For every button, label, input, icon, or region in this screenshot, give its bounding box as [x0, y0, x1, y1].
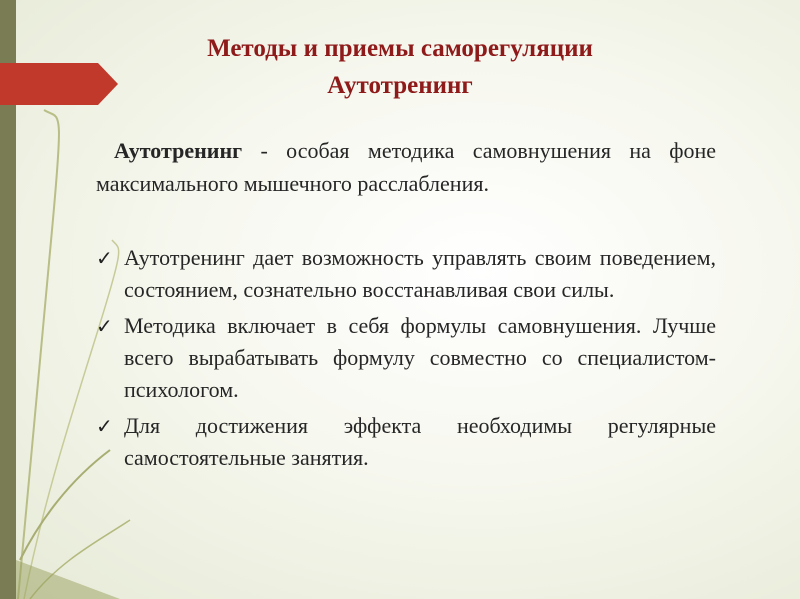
bullet-text: Для достижения эффекта необходимы регулярные самостоятельные занятия.	[124, 413, 716, 470]
intro-term: Аутотренинг	[114, 138, 243, 163]
list-item	[96, 410, 716, 474]
check-icon: ✓	[96, 414, 113, 438]
slide-title	[120, 30, 680, 104]
intro-text: - особая методика самовнушения на фоне максимального мышечного расслабления.	[96, 138, 716, 196]
title-line-1: Методы и приемы саморегуляции	[207, 35, 593, 62]
bullet-text: Методика включает в себя формулы самовнушения. Лучше всего вырабатывать формулу совместно со специалистом-психологом.	[124, 313, 716, 402]
check-icon: ✓	[96, 314, 113, 338]
check-icon: ✓	[96, 246, 113, 270]
arrow-tab-icon	[0, 63, 118, 105]
list-item	[96, 310, 716, 406]
list-item	[96, 242, 716, 306]
intro-paragraph	[96, 134, 716, 200]
bullet-list	[96, 242, 716, 478]
title-line-2: Аутотренинг	[327, 72, 473, 99]
bullet-text: Аутотренинг дает возможность управлять своим поведением, состоянием, сознательно восстанавливая свои силы.	[124, 245, 716, 302]
